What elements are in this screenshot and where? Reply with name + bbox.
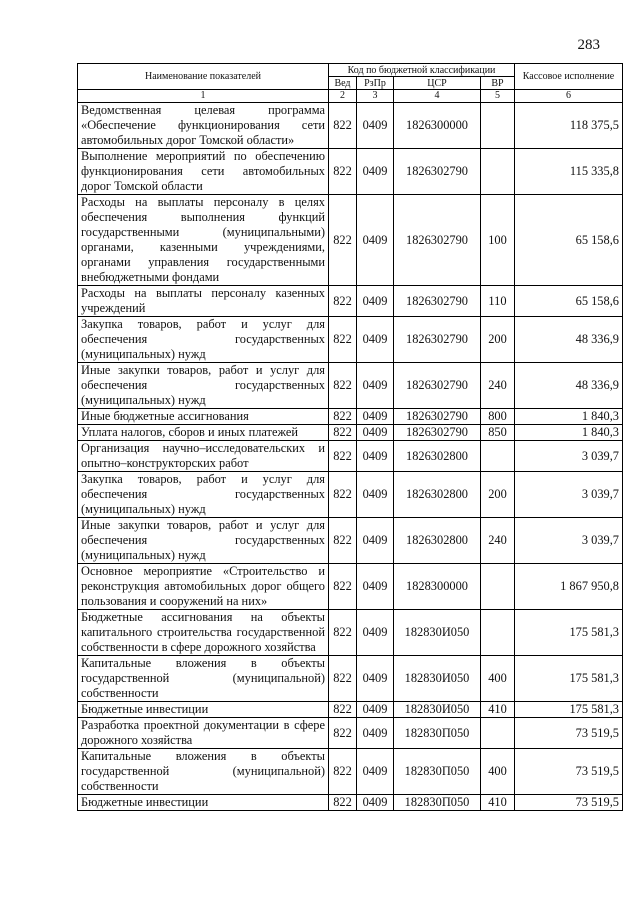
header-name: Наименование показателей xyxy=(78,64,329,90)
row-csr: 1826302790 xyxy=(394,317,481,363)
row-ved: 822 xyxy=(329,286,357,317)
table-row xyxy=(78,317,623,363)
column-number: 2 xyxy=(329,90,357,103)
row-amount: 175 581,3 xyxy=(515,702,623,718)
table-row xyxy=(78,749,623,795)
row-rzpr: 0409 xyxy=(357,286,394,317)
table-row xyxy=(78,286,623,317)
row-csr: 182830П050 xyxy=(394,749,481,795)
row-rzpr: 0409 xyxy=(357,472,394,518)
row-vr xyxy=(481,149,515,195)
row-amount: 65 158,6 xyxy=(515,286,623,317)
table-row xyxy=(78,795,623,811)
row-rzpr: 0409 xyxy=(357,702,394,718)
row-ved: 822 xyxy=(329,702,357,718)
row-name: Капитальные вложения в объекты государственной (муниципальной) собственности xyxy=(78,656,329,702)
row-csr: 1826302790 xyxy=(394,425,481,441)
column-number-row xyxy=(78,90,623,103)
row-csr: 1826302790 xyxy=(394,409,481,425)
row-csr: 1826302800 xyxy=(394,518,481,564)
row-ved: 822 xyxy=(329,425,357,441)
table-row xyxy=(78,610,623,656)
row-amount: 3 039,7 xyxy=(515,518,623,564)
row-ved: 822 xyxy=(329,103,357,149)
row-vr: 200 xyxy=(481,472,515,518)
row-rzpr: 0409 xyxy=(357,518,394,564)
row-vr: 240 xyxy=(481,363,515,409)
table-row xyxy=(78,656,623,702)
budget-table xyxy=(77,63,623,811)
row-vr: 240 xyxy=(481,518,515,564)
column-number: 4 xyxy=(394,90,481,103)
row-name: Капитальные вложения в объекты государственной (муниципальной) собственности xyxy=(78,749,329,795)
row-amount: 1 840,3 xyxy=(515,425,623,441)
table-row xyxy=(78,149,623,195)
row-ved: 822 xyxy=(329,610,357,656)
row-rzpr: 0409 xyxy=(357,425,394,441)
row-csr: 1826302790 xyxy=(394,149,481,195)
table-row xyxy=(78,718,623,749)
column-number: 3 xyxy=(357,90,394,103)
row-csr: 1826300000 xyxy=(394,103,481,149)
row-csr: 182830П050 xyxy=(394,795,481,811)
row-vr xyxy=(481,564,515,610)
row-rzpr: 0409 xyxy=(357,409,394,425)
row-amount: 115 335,8 xyxy=(515,149,623,195)
row-vr: 410 xyxy=(481,702,515,718)
column-number: 6 xyxy=(515,90,623,103)
header-csr: ЦСР xyxy=(394,77,481,90)
row-csr: 1826302790 xyxy=(394,195,481,286)
row-csr: 1826302790 xyxy=(394,286,481,317)
row-name: Разработка проектной документации в сфере дорожного хозяйства xyxy=(78,718,329,749)
row-ved: 822 xyxy=(329,718,357,749)
row-vr: 200 xyxy=(481,317,515,363)
header-code-group: Код по бюджетной классификации xyxy=(329,64,515,77)
row-ved: 822 xyxy=(329,749,357,795)
row-vr xyxy=(481,718,515,749)
row-name: Бюджетные инвестиции xyxy=(78,795,329,811)
row-name: Закупка товаров, работ и услуг для обеспечения государственных (муниципальных) нужд xyxy=(78,472,329,518)
row-rzpr: 0409 xyxy=(357,103,394,149)
row-csr: 1828300000 xyxy=(394,564,481,610)
header-execution: Кассовое исполнение xyxy=(515,64,623,90)
column-number: 1 xyxy=(78,90,329,103)
row-rzpr: 0409 xyxy=(357,749,394,795)
row-amount: 73 519,5 xyxy=(515,749,623,795)
row-amount: 65 158,6 xyxy=(515,195,623,286)
row-amount: 48 336,9 xyxy=(515,317,623,363)
table-row xyxy=(78,409,623,425)
row-rzpr: 0409 xyxy=(357,718,394,749)
table-row xyxy=(78,518,623,564)
row-name: Уплата налогов, сборов и иных платежей xyxy=(78,425,329,441)
row-csr: 1826302800 xyxy=(394,472,481,518)
row-name: Основное мероприятие «Строительство и реконструкция автомобильных дорог общего пользования и сооружений на них» xyxy=(78,564,329,610)
row-ved: 822 xyxy=(329,795,357,811)
header-vr: ВР xyxy=(481,77,515,90)
row-vr xyxy=(481,441,515,472)
row-amount: 73 519,5 xyxy=(515,718,623,749)
row-ved: 822 xyxy=(329,472,357,518)
row-rzpr: 0409 xyxy=(357,610,394,656)
row-csr: 1826302790 xyxy=(394,363,481,409)
row-ved: 822 xyxy=(329,149,357,195)
row-ved: 822 xyxy=(329,317,357,363)
row-name: Выполнение мероприятий по обеспечению функционирования сети автомобильных дорог Томской области xyxy=(78,149,329,195)
row-rzpr: 0409 xyxy=(357,317,394,363)
row-vr: 800 xyxy=(481,409,515,425)
row-csr: 1826302800 xyxy=(394,441,481,472)
header-ved: Вед xyxy=(329,77,357,90)
row-csr: 182830И050 xyxy=(394,702,481,718)
row-amount: 3 039,7 xyxy=(515,441,623,472)
table-row xyxy=(78,702,623,718)
row-amount: 175 581,3 xyxy=(515,610,623,656)
row-rzpr: 0409 xyxy=(357,656,394,702)
row-name: Иные бюджетные ассигнования xyxy=(78,409,329,425)
row-vr: 400 xyxy=(481,749,515,795)
row-vr: 400 xyxy=(481,656,515,702)
row-ved: 822 xyxy=(329,656,357,702)
row-vr xyxy=(481,610,515,656)
page-number: 283 xyxy=(577,37,600,53)
row-ved: 822 xyxy=(329,564,357,610)
row-name: Расходы на выплаты персоналу в целях обеспечения выполнения функций государственными (муниципальными) органами, казенными учреждениями, органами управления государственными внебюджетными фондами xyxy=(78,195,329,286)
row-vr: 100 xyxy=(481,195,515,286)
table-row xyxy=(78,425,623,441)
row-name: Закупка товаров, работ и услуг для обеспечения государственных (муниципальных) нужд xyxy=(78,317,329,363)
table-row xyxy=(78,195,623,286)
table-row xyxy=(78,441,623,472)
row-csr: 182830И050 xyxy=(394,610,481,656)
row-ved: 822 xyxy=(329,195,357,286)
row-vr: 850 xyxy=(481,425,515,441)
row-ved: 822 xyxy=(329,409,357,425)
row-ved: 822 xyxy=(329,363,357,409)
row-vr: 410 xyxy=(481,795,515,811)
column-number: 5 xyxy=(481,90,515,103)
row-vr xyxy=(481,103,515,149)
row-rzpr: 0409 xyxy=(357,564,394,610)
row-csr: 182830И050 xyxy=(394,656,481,702)
row-name: Бюджетные ассигнования на объекты капитального строительства государственной собственности в сфере дорожного хозяйства xyxy=(78,610,329,656)
row-rzpr: 0409 xyxy=(357,441,394,472)
row-amount: 48 336,9 xyxy=(515,363,623,409)
row-rzpr: 0409 xyxy=(357,795,394,811)
row-ved: 822 xyxy=(329,441,357,472)
table-row xyxy=(78,472,623,518)
row-amount: 73 519,5 xyxy=(515,795,623,811)
row-vr: 110 xyxy=(481,286,515,317)
row-name: Бюджетные инвестиции xyxy=(78,702,329,718)
row-name: Расходы на выплаты персоналу казенных учреждений xyxy=(78,286,329,317)
row-name: Иные закупки товаров, работ и услуг для обеспечения государственных (муниципальных) нужд xyxy=(78,363,329,409)
row-name: Иные закупки товаров, работ и услуг для обеспечения государственных (муниципальных) нужд xyxy=(78,518,329,564)
row-rzpr: 0409 xyxy=(357,363,394,409)
row-amount: 175 581,3 xyxy=(515,656,623,702)
table-row xyxy=(78,103,623,149)
row-rzpr: 0409 xyxy=(357,149,394,195)
table-row xyxy=(78,564,623,610)
row-rzpr: 0409 xyxy=(357,195,394,286)
row-amount: 3 039,7 xyxy=(515,472,623,518)
header-rzpr: РзПр xyxy=(357,77,394,90)
row-csr: 182830П050 xyxy=(394,718,481,749)
table-row xyxy=(78,363,623,409)
row-amount: 118 375,5 xyxy=(515,103,623,149)
row-amount: 1 867 950,8 xyxy=(515,564,623,610)
row-amount: 1 840,3 xyxy=(515,409,623,425)
row-name: Организация научно–исследовательских и опытно–конструкторских работ xyxy=(78,441,329,472)
row-name: Ведомственная целевая программа «Обеспечение функционирования сети автомобильных дорог Томской области» xyxy=(78,103,329,149)
row-ved: 822 xyxy=(329,518,357,564)
